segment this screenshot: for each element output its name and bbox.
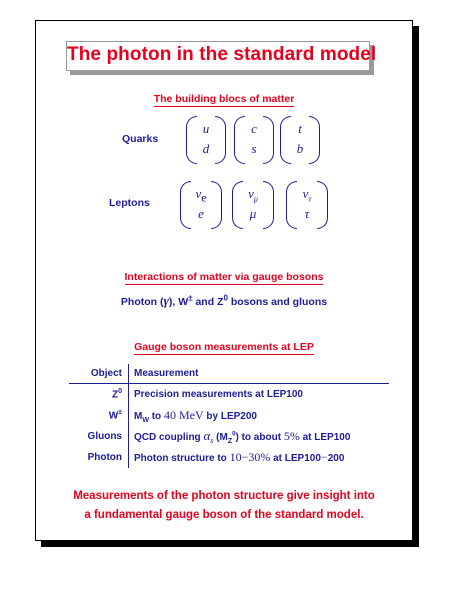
quarks-label: Quarks <box>122 133 159 145</box>
table-header-row <box>69 364 389 384</box>
neutrino-tau: $\nu_\tau$ <box>302 186 312 204</box>
table-row <box>69 447 389 468</box>
object-photon: Photon <box>69 447 129 468</box>
slide-title: The photon in the standard model <box>67 44 377 65</box>
interactions-line: Photon (γ), W± and $Z^0$ bosons and gluons <box>120 293 328 308</box>
lepton-doublet-1 <box>180 181 222 227</box>
object-gluons: Gluons <box>69 426 129 447</box>
table-row <box>69 426 389 447</box>
lep-heading: Gauge boson measurements at LEP <box>134 341 314 353</box>
muon: μ <box>249 206 257 221</box>
measurement-gluons: QCD coupling $\alpha_s$ $(M_Z^0)$ to about 5% at LEP100 <box>134 428 351 445</box>
table-row <box>69 384 389 406</box>
quark-doublet-3 <box>280 116 320 162</box>
matter-heading-row <box>36 89 412 107</box>
table-row <box>69 405 389 426</box>
object-z: $Z^0$ <box>69 384 129 406</box>
lep-heading-row <box>36 337 412 355</box>
interactions-heading-row <box>36 267 412 285</box>
quark-bottom: b <box>296 141 304 156</box>
object-w: W± <box>69 405 129 426</box>
measurement-w: $M_W$ to 40 MeV by LEP200 <box>134 407 257 424</box>
matter-heading: The building blocs of matter <box>153 93 295 105</box>
measurement-photon: Photon structure to 10−30% at LEP100−200 <box>134 450 345 464</box>
quark-doublet-1 <box>186 116 226 162</box>
interactions-heading: Interactions of matter via gauge bosons <box>124 271 324 283</box>
leptons-label: Leptons <box>109 197 150 209</box>
quark-down: d <box>202 141 210 156</box>
quark-charm: c <box>251 121 257 136</box>
lepton-doublet-2 <box>232 181 274 227</box>
quark-doublet-2 <box>234 116 274 162</box>
neutrino-mu: $\nu_\mu$ <box>248 186 258 204</box>
title-box <box>66 41 377 71</box>
neutrino-e: $\nu_e$ <box>195 186 207 205</box>
conclusion-line-1: Measurements of the photon structure give insight into <box>73 490 375 502</box>
electron: e <box>198 206 204 221</box>
lepton-doublet-3 <box>286 181 328 227</box>
quark-up: u <box>202 121 210 136</box>
measurement-z: Precision measurements at LEP100 <box>134 389 303 400</box>
slide-frame <box>35 20 413 541</box>
conclusion-line-2: a fundamental gauge boson of the standard model. <box>84 509 364 521</box>
quark-top: t <box>298 121 302 136</box>
column-header-measurement: Measurement <box>129 364 390 384</box>
quark-strange: s <box>251 141 257 156</box>
tau: τ <box>304 206 310 221</box>
lep-measurements-table <box>69 364 389 468</box>
column-header-object: Object <box>69 364 129 384</box>
